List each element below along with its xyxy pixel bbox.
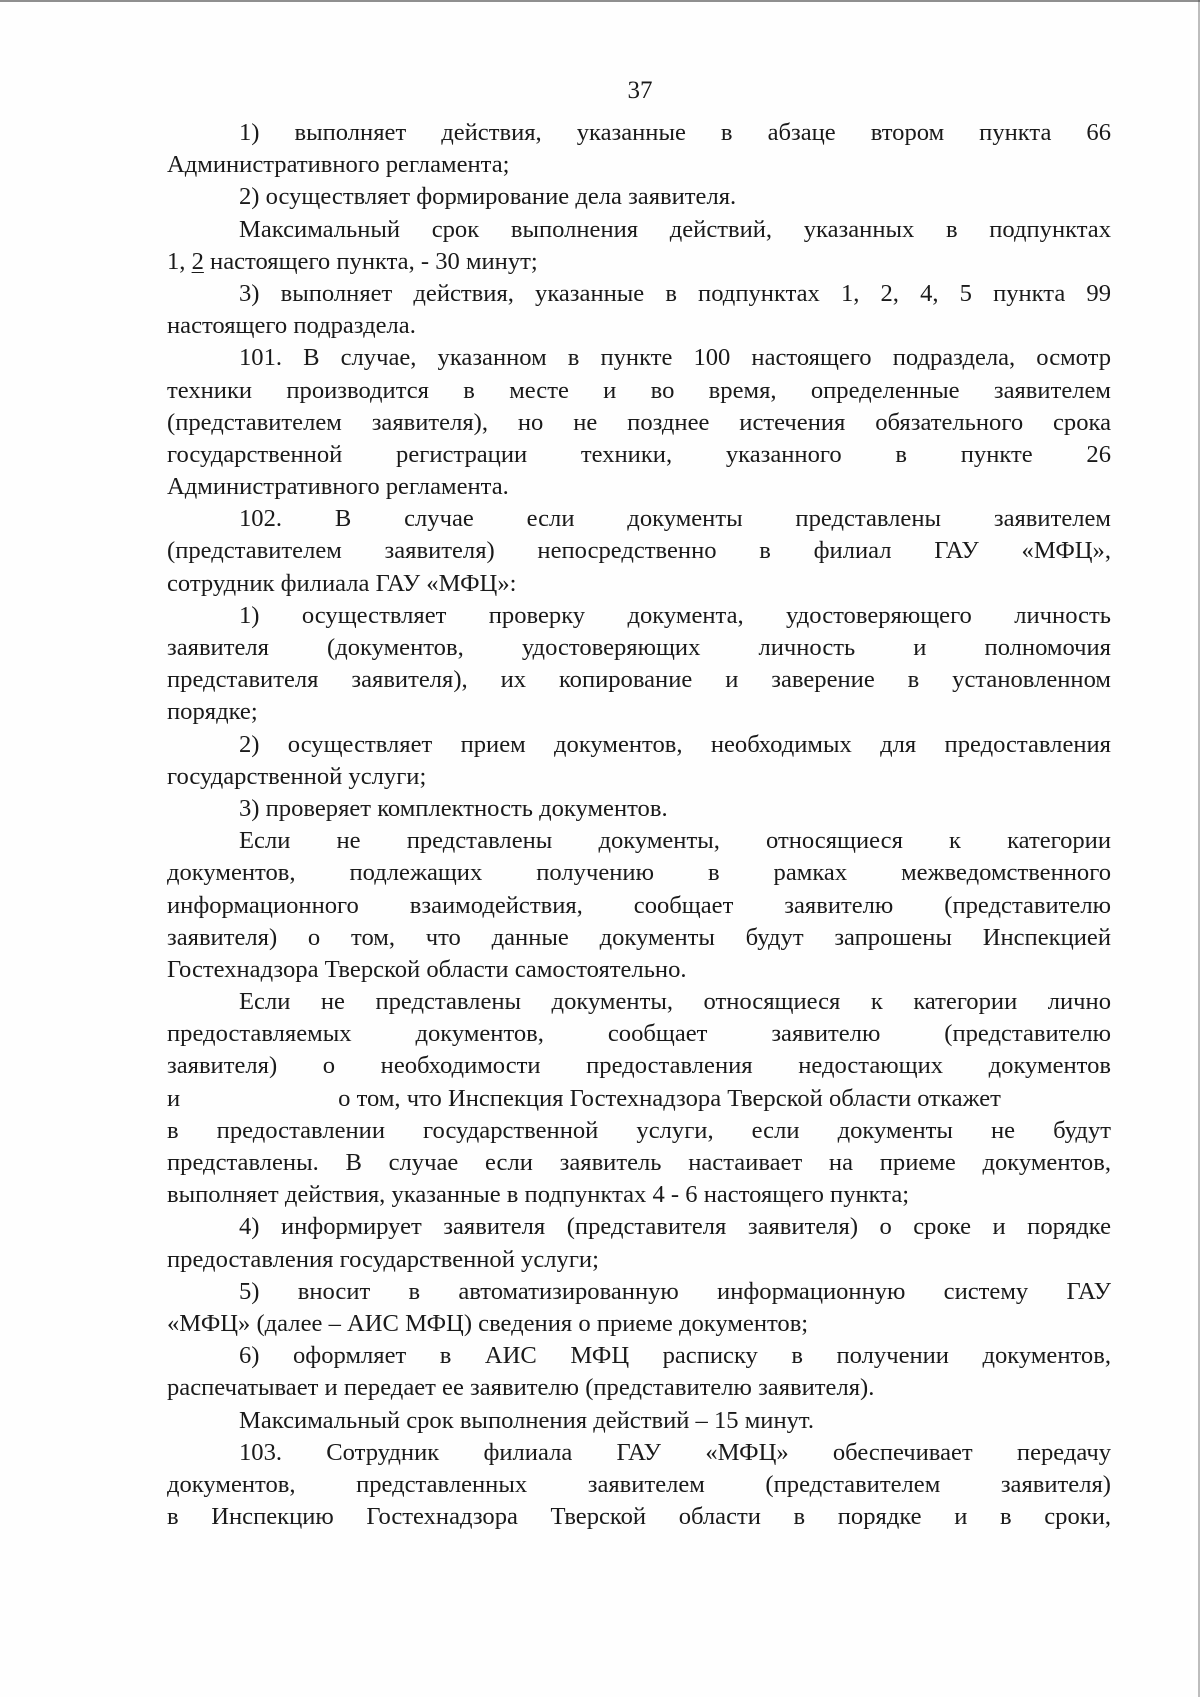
text-line-content: Административного регламента; <box>167 151 510 179</box>
text-line <box>167 568 1111 600</box>
text-line-content: (представителем заявителя) непосредственно в филиал ГАУ «МФЦ», <box>167 537 1111 565</box>
text-line <box>167 1276 1111 1308</box>
text-line <box>167 342 1111 374</box>
text-line-content: 2) осуществляет формирование дела заявителя. <box>239 183 737 211</box>
text-line <box>167 246 1111 278</box>
text-line-content: заявителя (документов, удостоверяющих личность и полномочия <box>167 634 1111 661</box>
text-line <box>167 890 1111 922</box>
text-line <box>167 1372 1111 1404</box>
underlined-digit: 2 <box>191 247 204 275</box>
text-line-content: Если не представлены документы, относящиеся к категории <box>239 827 1111 855</box>
text-line <box>167 1340 1111 1372</box>
text-line-content: (представителем заявителя), но не позднее истечения обязательного срока <box>167 408 1111 436</box>
text-line <box>167 954 1111 986</box>
text-line-content: Максимальный срок выполнения действий, указанных в подпунктах <box>239 215 1111 243</box>
text-line <box>167 1147 1111 1179</box>
text-line <box>167 1083 1111 1115</box>
text-line-content: представителя заявителя), их копирование и заверение в установленном <box>167 666 1111 694</box>
text-line-content: 1) осуществляет проверку документа, удостоверяющего личность <box>239 601 1111 629</box>
text-line-content: 1) выполняет действия, указанные в абзаце втором пункта 66 <box>239 119 1111 146</box>
text-line <box>167 1501 1111 1533</box>
text-line <box>167 471 1111 503</box>
text-line <box>167 1018 1111 1050</box>
text-line <box>167 1308 1111 1340</box>
text-line-content: 3) проверяет комплектность документов. <box>239 794 668 822</box>
document-body <box>167 117 1111 1533</box>
text-line <box>167 600 1111 632</box>
text-line-content: заявителя) о необходимости предоставления недостающих документов <box>167 1052 1111 1080</box>
text-line <box>167 149 1111 181</box>
text-line <box>167 407 1111 439</box>
text-line-content: предоставляемых документов, сообщает заявителю (представителю <box>167 1020 1111 1048</box>
text-line <box>167 310 1111 342</box>
text-line <box>167 117 1111 149</box>
text-line-content: 102. В случае если документы представлены заявителем <box>239 505 1111 533</box>
text-line <box>167 922 1111 954</box>
text-line-content: документов, подлежащих получению в рамках межведомственного <box>167 859 1111 887</box>
text-line-tail: о том, что Инспекция Гостехнадзора Тверской области откажет <box>338 1084 1001 1112</box>
text-line-content: 103. Сотрудник филиала ГАУ «МФЦ» обеспечивает передачу <box>239 1438 1111 1466</box>
text-line-content: 1, 2 настоящего пункта, - 30 минут; <box>167 247 538 275</box>
text-line-content: Если не представлены документы, относящиеся к категории лично <box>239 988 1111 1016</box>
text-line-content: сотрудник филиала ГАУ «МФЦ»: <box>167 569 517 597</box>
text-line <box>167 857 1111 889</box>
text-line-content: представлены. В случае если заявитель настаивает на приеме документов, <box>167 1149 1111 1176</box>
text-line <box>167 664 1111 696</box>
text-line-content: выполняет действия, указанные в подпунктах 4 - 6 настоящего пункта; <box>167 1181 910 1209</box>
text-line-content: 6) оформляет в АИС МФЦ расписку в получении документов, <box>239 1342 1111 1370</box>
text-line-content: 3) выполняет действия, указанные в подпунктах 1, 2, 4, 5 пункта 99 <box>239 279 1111 307</box>
text-line-content: техники производится в месте и во время, определенные заявителем <box>167 376 1111 404</box>
text-line-content: в Инспекцию Гостехнадзора Тверской области в порядке и в сроки, <box>167 1503 1111 1531</box>
text-line <box>167 793 1111 825</box>
text-line-content: и <box>167 1084 181 1112</box>
text-line-content: «МФЦ» (далее – АИС МФЦ) сведения о приеме документов; <box>167 1309 809 1337</box>
text-line <box>167 1211 1111 1243</box>
text-line <box>167 1437 1111 1469</box>
text-line-content: Гостехнадзора Тверской области самостоятельно. <box>167 955 687 983</box>
text-line <box>167 1050 1111 1082</box>
text-line <box>167 375 1111 407</box>
text-line-content: документов, представленных заявителем (представителем заявителя) <box>167 1470 1111 1498</box>
text-line-content: Максимальный срок выполнения действий – 15 минут. <box>239 1406 814 1434</box>
text-line-content: в предоставлении государственной услуги, если документы не будут <box>167 1116 1111 1144</box>
text-line <box>167 503 1111 535</box>
text-line <box>167 986 1111 1018</box>
text-line-content: 4) информирует заявителя (представителя заявителя) о сроке и порядке <box>239 1213 1111 1241</box>
text-line <box>167 761 1111 793</box>
text-line <box>167 278 1111 310</box>
text-line-content: заявителя) о том, что данные документы будут запрошены Инспекцией <box>167 923 1111 951</box>
text-line-content: информационного взаимодействия, сообщает заявителю (представителю <box>167 891 1111 919</box>
text-line-content: предоставления государственной услуги; <box>167 1245 599 1273</box>
text-line-content: 5) вносит в автоматизированную информационную систему ГАУ <box>239 1277 1111 1305</box>
text-line-content: 101. В случае, указанном в пункте 100 настоящего подраздела, осмотр <box>239 344 1111 372</box>
scan-edge-top <box>0 0 1200 2</box>
text-line-content: государственной регистрации техники, указанного в пункте 26 <box>167 440 1111 468</box>
text-line <box>167 1244 1111 1276</box>
text-line <box>167 214 1111 246</box>
text-line-content: настоящего подраздела. <box>167 312 416 340</box>
text-line-content: Административного регламента. <box>167 473 509 501</box>
text-line <box>167 181 1111 213</box>
text-line-content: порядке; <box>167 698 258 726</box>
text-line <box>167 1469 1111 1501</box>
page-number: 37 <box>627 77 653 104</box>
text-line <box>167 825 1111 857</box>
text-line <box>167 632 1111 664</box>
text-line-content: государственной услуги; <box>167 762 427 790</box>
text-line <box>167 535 1111 567</box>
text-line-content: распечатывает и передает ее заявителю (представителю заявителя). <box>167 1374 875 1402</box>
text-line <box>167 1405 1111 1437</box>
text-line-content: 2) осуществляет прием документов, необходимых для предоставления <box>239 730 1111 758</box>
text-line <box>167 696 1111 728</box>
text-line <box>167 1179 1111 1211</box>
text-line <box>167 1115 1111 1147</box>
text-line <box>167 729 1111 761</box>
text-line <box>167 439 1111 471</box>
